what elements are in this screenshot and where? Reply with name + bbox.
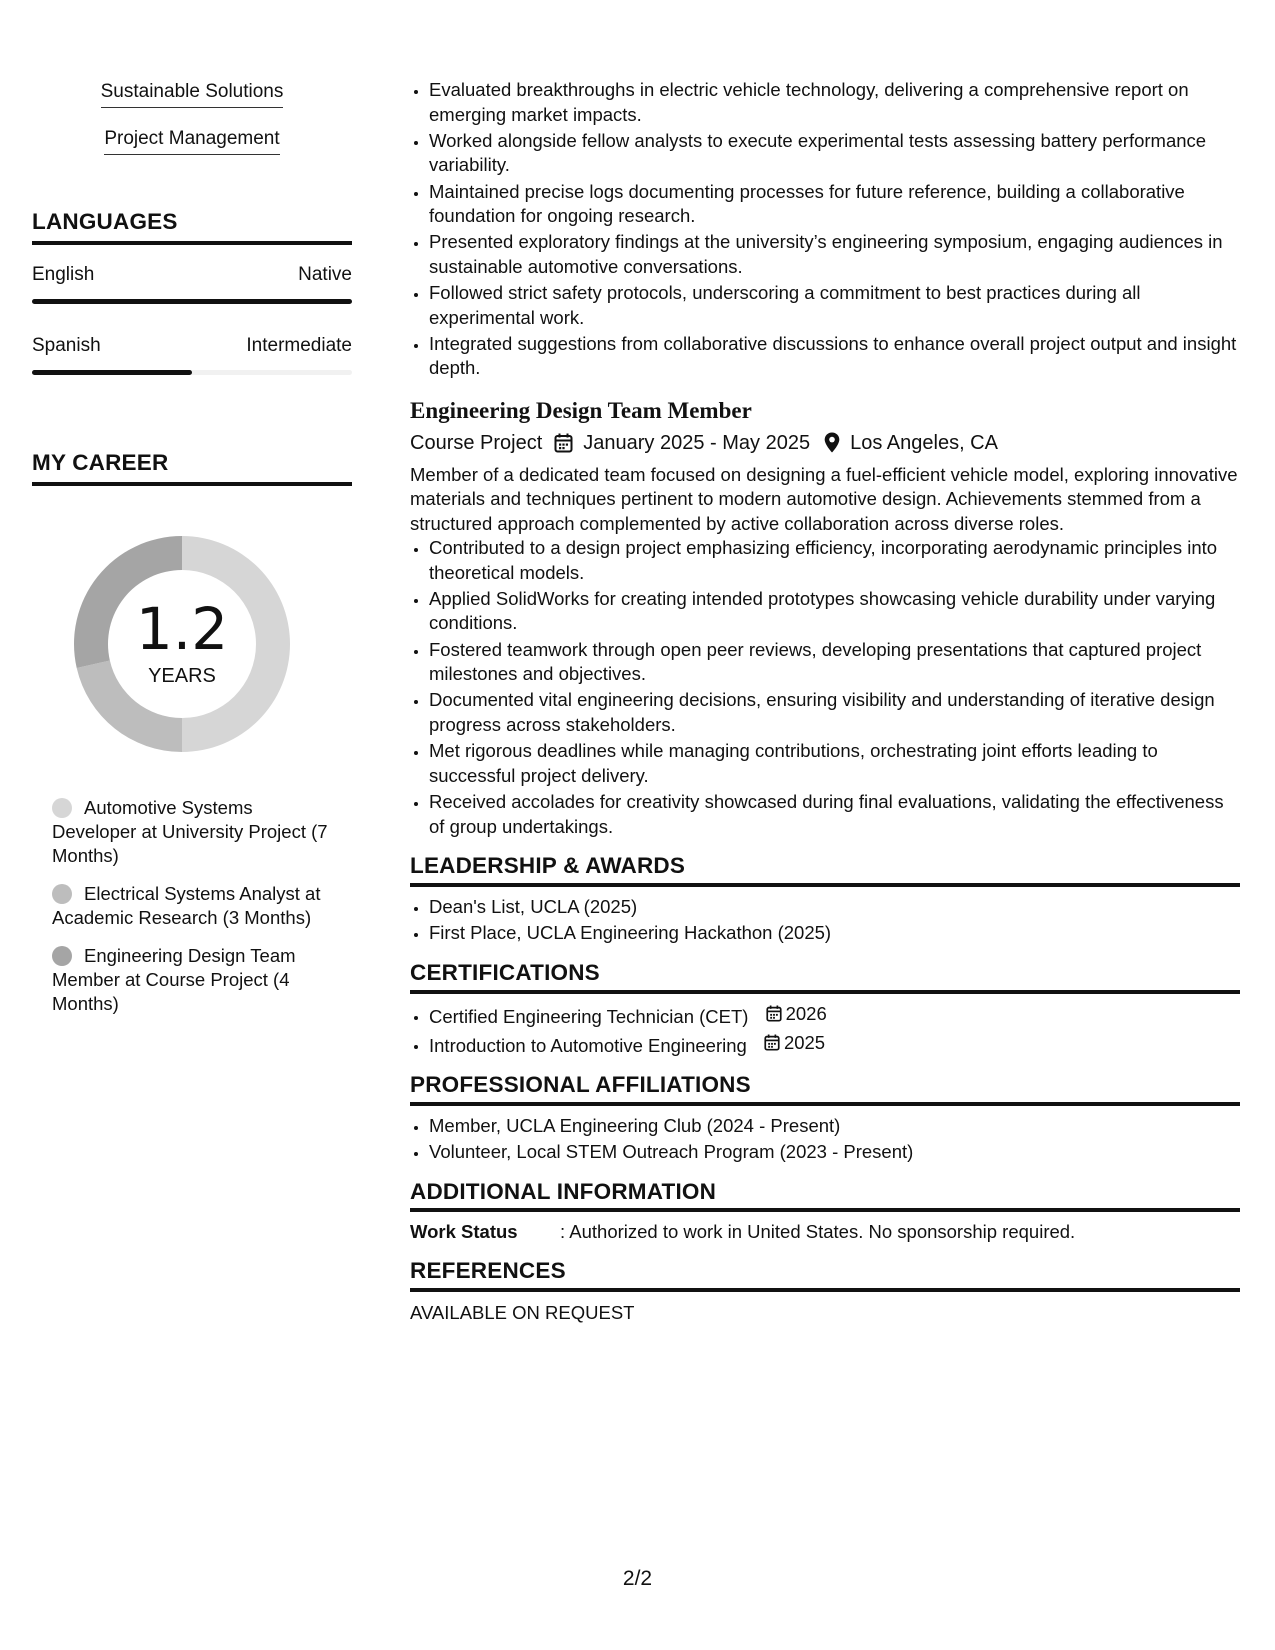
job-title: Engineering Design Team Member xyxy=(410,397,752,423)
previous-role-bullets xyxy=(410,78,1240,381)
job-location: Los Angeles, CA xyxy=(850,431,998,454)
work-status-row xyxy=(410,1220,1240,1244)
languages-heading: LANGUAGES xyxy=(32,210,352,245)
references-text: AVAILABLE ON REQUEST xyxy=(410,1302,635,1324)
page-number: 2/2 xyxy=(622,1567,653,1590)
certifications-section xyxy=(410,960,1240,1058)
references-section xyxy=(410,1258,1240,1325)
language-level: Native xyxy=(298,263,352,285)
certification-name: Introduction to Automotive Engineering xyxy=(429,1034,747,1056)
career-legend-item xyxy=(52,796,332,868)
language-name: Spanish xyxy=(32,334,101,356)
skill-tag: Project Management xyxy=(104,125,279,155)
bullet-item: • Contributed to a design project emphasizing efficiency, incorporating aerodynamic principles into theoretical models. xyxy=(429,536,1240,585)
career-heading: MY CAREER xyxy=(32,451,352,486)
job-bullets xyxy=(410,536,1240,839)
skills-list xyxy=(32,78,352,155)
career-legend-label: Engineering Design Team Member at Course Project (4 Months) xyxy=(52,944,296,1014)
bullet-item: • Evaluated breakthroughs in electric vehicle technology, delivering a comprehensive report on emerging market impacts. xyxy=(429,78,1240,127)
bullet-item: • Fostered teamwork through open peer reviews, developing presentations that captured project milestones and objectives. xyxy=(429,638,1240,687)
language-proficiency-fill xyxy=(32,299,352,304)
certifications-list xyxy=(410,1002,1240,1058)
language-level: Intermediate xyxy=(246,334,352,356)
career-legend-label: Electrical Systems Analyst at Academic Research (3 Months) xyxy=(52,882,321,928)
career-donut-chart xyxy=(66,528,298,760)
certification-year: 2025 xyxy=(783,1031,826,1053)
bullet-item: • Followed strict safety protocols, underscoring a commitment to best practices during all experimental work. xyxy=(429,281,1240,330)
bullet-item: • Integrated suggestions from collaborative discussions to enhance overall project output and insight depth. xyxy=(429,332,1240,381)
certification-item xyxy=(429,1031,1240,1058)
career-total-years: 1.2 xyxy=(135,594,229,663)
job-description: Member of a dedicated team focused on designing a fuel-efficient vehicle model, exploring innovative materials and techniques pertinent to modern automotive design. Achievements stemmed from a structured approach complemented by active collaboration across diverse roles. xyxy=(410,463,1238,534)
legend-dot-icon xyxy=(52,798,72,818)
bullet-item: • Met rigorous deadlines while managing contributions, orchestrating joint efforts leading to successful project delivery. xyxy=(429,739,1240,788)
languages-section xyxy=(32,210,352,375)
bullet-item: • First Place, UCLA Engineering Hackathon (2025) xyxy=(429,921,1240,946)
skill-tag: Sustainable Solutions xyxy=(101,78,284,108)
language-proficiency-bar xyxy=(32,370,352,375)
map-pin-icon xyxy=(824,432,840,453)
calendar-icon xyxy=(766,1005,782,1022)
legend-dot-icon xyxy=(52,946,72,966)
career-legend xyxy=(52,796,332,1016)
work-status-label: Work Status xyxy=(410,1221,518,1243)
sidebar xyxy=(32,78,352,1030)
career-legend-label: Automotive Systems Developer at University Project (7 Months) xyxy=(52,796,328,866)
bullet-item: • Applied SolidWorks for creating intended prototypes showcasing vehicle durability under varying conditions. xyxy=(429,587,1240,636)
bullet-item: • Dean's List, UCLA (2025) xyxy=(429,895,1240,920)
language-item xyxy=(32,265,352,304)
bullet-item: • Received accolades for creativity showcased during final evaluations, validating the effectiveness of group undertakings. xyxy=(429,790,1240,839)
experience-entry xyxy=(410,397,1240,839)
bullet-item: • Member, UCLA Engineering Club (2024 - Present) xyxy=(429,1114,1240,1139)
affiliations-section xyxy=(410,1072,1240,1165)
bullet-item: • Volunteer, Local STEM Outreach Program (2023 - Present) xyxy=(429,1140,1240,1165)
work-status-value: : Authorized to work in United States. No sponsorship required. xyxy=(560,1221,1076,1243)
career-section xyxy=(32,451,352,1016)
job-dates: January 2025 - May 2025 xyxy=(583,431,811,454)
bullet-item: • Maintained precise logs documenting processes for future reference, building a collaborative foundation for ongoing research. xyxy=(429,180,1240,229)
calendar-icon xyxy=(554,433,573,453)
certification-item xyxy=(429,1002,1240,1029)
career-total-unit: YEARS xyxy=(148,664,216,687)
calendar-icon xyxy=(764,1034,780,1051)
leadership-heading: LEADERSHIP & AWARDS xyxy=(410,853,1240,887)
language-name: English xyxy=(32,263,95,285)
language-item xyxy=(32,336,352,375)
language-proficiency-bar xyxy=(32,299,352,304)
leadership-list xyxy=(410,895,1240,946)
affiliations-list xyxy=(410,1114,1240,1165)
language-proficiency-fill xyxy=(32,370,192,375)
additional-info-section xyxy=(410,1179,1240,1245)
career-legend-item xyxy=(52,944,332,1016)
main-content xyxy=(410,78,1240,1325)
affiliations-heading: PROFESSIONAL AFFILIATIONS xyxy=(410,1072,1240,1106)
certifications-heading: CERTIFICATIONS xyxy=(410,960,1240,994)
bullet-item: • Presented exploratory findings at the university’s engineering symposium, engaging audiences in sustainable automotive conversations. xyxy=(429,230,1240,279)
certification-year: 2026 xyxy=(785,1002,827,1024)
bullet-item: • Documented vital engineering decisions, ensuring visibility and understanding of iterative design progress across stakeholders. xyxy=(429,688,1240,737)
legend-dot-icon xyxy=(52,884,72,904)
job-company: Course Project xyxy=(410,431,543,454)
career-donut-center xyxy=(66,528,298,760)
additional-info-heading: ADDITIONAL INFORMATION xyxy=(410,1179,1240,1213)
leadership-section xyxy=(410,853,1240,946)
references-heading: REFERENCES xyxy=(410,1258,1240,1292)
certification-name: Certified Engineering Technician (CET) xyxy=(429,1005,749,1027)
bullet-item: • Worked alongside fellow analysts to execute experimental tests assessing battery performance variability. xyxy=(429,129,1240,178)
career-legend-item xyxy=(52,882,332,930)
job-meta xyxy=(410,431,1240,455)
